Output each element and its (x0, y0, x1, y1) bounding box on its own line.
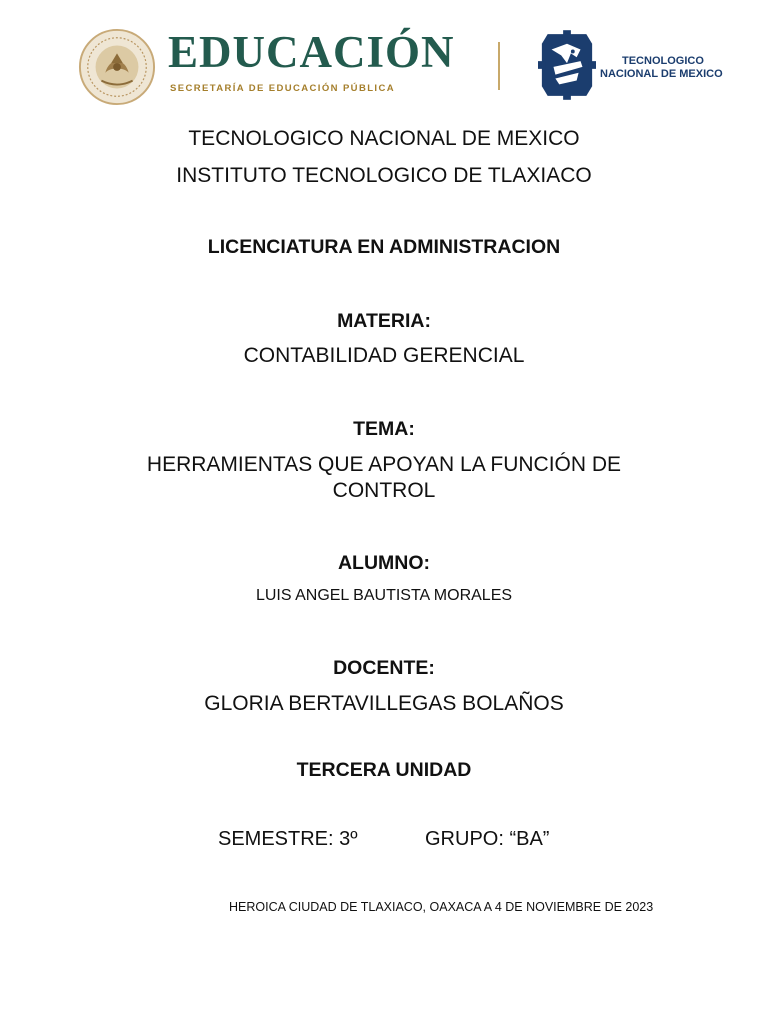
alumno-label: ALUMNO: (337, 552, 431, 574)
tema-label: TEMA: (353, 418, 415, 440)
tecnm-logo-icon (538, 30, 596, 100)
mexico-seal-icon (78, 28, 156, 106)
place-date: HEROICA CIUDAD DE TLAXIACO, OAXACA A 4 DE NOVIEMBRE DE 2023 (229, 900, 654, 914)
docente-value: GLORIA BERTAVILLEGAS BOLAÑOS (204, 692, 564, 715)
tecnm-line1: TECNOLOGICO (622, 55, 704, 67)
campus-name: INSTITUTO TECNOLOGICO DE TLAXIACO (176, 164, 592, 187)
education-title: EDUCACIÓN (168, 27, 455, 77)
tecnm-logo-text (600, 55, 723, 81)
unidad-title: TERCERA UNIDAD (296, 759, 472, 781)
alumno-value: LUIS ANGEL BAUTISTA MORALES (255, 587, 513, 604)
semestre-text: SEMESTRE: 3º (218, 828, 358, 850)
tecnm-line2: NACIONAL DE MEXICO (600, 68, 723, 80)
tema-value-line2: CONTROL (332, 479, 436, 502)
docente-label: DOCENTE: (333, 657, 435, 679)
program-name: LICENCIATURA EN ADMINISTRACION (207, 236, 561, 258)
header-divider (498, 42, 500, 90)
education-subtitle: SECRETARÍA DE EDUCACIÓN PÚBLICA (170, 83, 395, 94)
institution-name: TECNOLOGICO NACIONAL DE MEXICO (188, 127, 580, 150)
tema-value-line1: HERRAMIENTAS QUE APOYAN LA FUNCIÓN DE (146, 453, 622, 476)
document-header (0, 0, 768, 112)
materia-label: MATERIA: (337, 310, 431, 332)
materia-value: CONTABILIDAD GERENCIAL (243, 344, 525, 367)
grupo-text: GRUPO: “BA” (425, 828, 550, 850)
